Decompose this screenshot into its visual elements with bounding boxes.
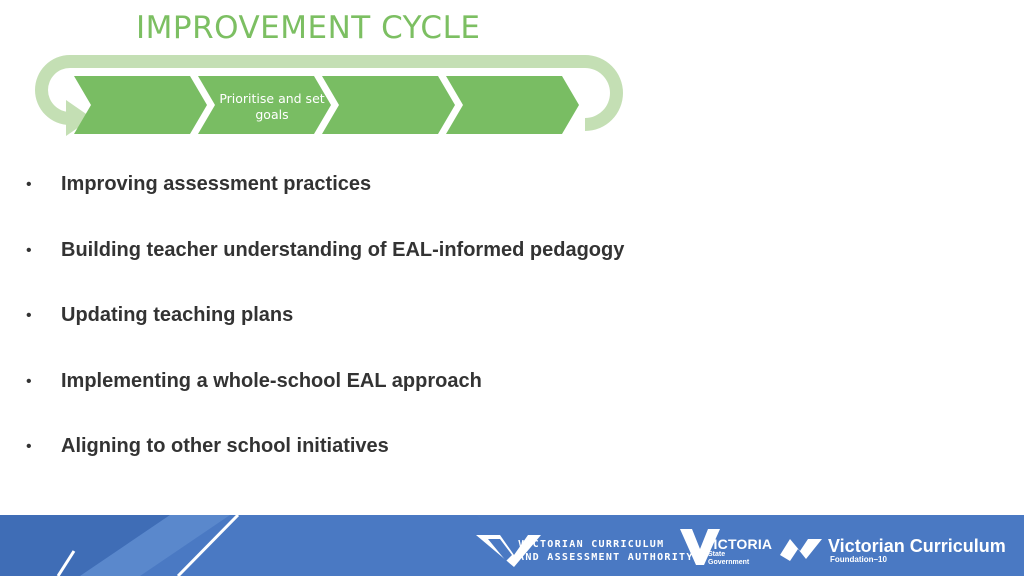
slide-title: IMPROVEMENT CYCLE [136, 10, 481, 46]
bullet-text: Aligning to other school initiatives [61, 435, 389, 457]
bullet-dot: • [26, 306, 32, 324]
bullet-item [26, 304, 293, 327]
victorian-curriculum-logo-icon [780, 539, 822, 561]
cycle-step-label-prioritise: Prioritise and set goals [219, 91, 325, 122]
victorian-curriculum-logo-sub: Foundation–10 [830, 555, 887, 564]
bullet-dot: • [26, 437, 32, 455]
bullet-dot: • [26, 241, 32, 259]
improvement-cycle-diagram [0, 0, 1024, 150]
cycle-step-4 [446, 76, 579, 134]
vcaa-logo-line2: AND ASSESSMENT AUTHORITY [518, 552, 694, 563]
vcaa-logo-line1: VICTORIAN CURRICULUM [518, 539, 665, 550]
bullet-dot: • [26, 372, 32, 390]
bullet-text: Implementing a whole-school EAL approach [61, 370, 482, 392]
victorian-curriculum-logo-text: Victorian Curriculum [828, 536, 1006, 556]
bullet-dot: • [26, 175, 32, 193]
bullet-text: Building teacher understanding of EAL-informed pedagogy [61, 239, 625, 261]
victoria-logo-sub1: State [708, 551, 726, 558]
victoria-logo-text: VICTORIA [704, 536, 773, 552]
bullet-text: Improving assessment practices [61, 173, 372, 195]
bullet-item [26, 173, 371, 196]
victoria-logo-sub2: Government [708, 559, 750, 566]
cycle-step-3 [322, 76, 455, 134]
bullet-text: Updating teaching plans [61, 304, 294, 326]
cycle-step-1 [74, 76, 207, 134]
bullet-item [26, 370, 482, 393]
bullet-item [26, 435, 389, 458]
footer-bar [0, 515, 1024, 576]
bullet-item [26, 239, 624, 262]
